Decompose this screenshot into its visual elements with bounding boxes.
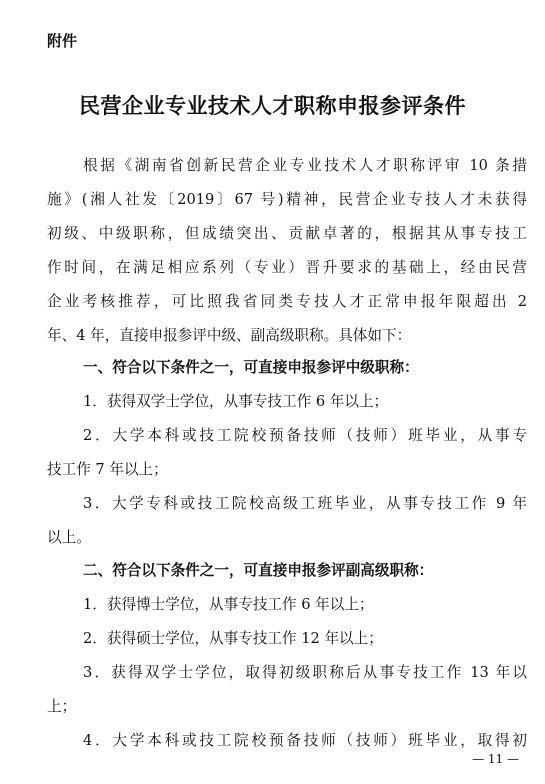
page-number: — 11 — <box>472 752 519 766</box>
list-item: 1．获得双学士学位，从事专技工作 6 年以上； <box>83 393 389 410</box>
paragraph-line: 年、4 年，直接申报参评中级、副高级职称。具体如下： <box>47 327 412 344</box>
attachment-label: 附件 <box>47 32 78 50</box>
list-item: 4．大学本科或技工院校预备技师（技师）班毕业，取得初 <box>83 732 527 749</box>
section-heading: 一、符合以下条件之一，可直接申报参评中级职称： <box>83 359 419 376</box>
list-item-continuation: 上； <box>47 698 77 715</box>
paragraph-line: 初级、中级职称，但成绩突出、贡献卓著的，根据其从事专技工 <box>47 225 527 242</box>
list-item-continuation: 技工作 7 年以上； <box>47 461 168 478</box>
list-item: 2．获得硕士学位，从事专技工作 12 年以上； <box>83 630 383 647</box>
list-item: 3．获得双学士学位，取得初级职称后从事专技工作 13 年以 <box>83 664 527 681</box>
list-item: 3．大学专科或技工院校高级工班毕业，从事专技工作 9 年 <box>83 495 527 512</box>
paragraph-line: 企业考核推荐，可比照我省同类专技人才正常申报年限超出 2 <box>47 293 527 310</box>
list-item-continuation: 以上。 <box>47 529 91 546</box>
document-title: 民营企业专业技术人才职称申报参评条件 <box>79 93 466 118</box>
list-item: 2．大学本科或技工院校预备技师（技师）班毕业，从事专 <box>83 427 527 444</box>
paragraph-line: 作时间，在满足相应系列（专业）晋升要求的基础上，经由民营 <box>47 259 527 276</box>
list-item: 1．获得博士学位，从事专技工作 6 年以上； <box>83 596 374 613</box>
paragraph-line: 根据《湖南省创新民营企业专业技术人才职称评审 10 条措 <box>83 157 527 174</box>
section-heading: 二、符合以下条件之一，可直接申报参评副高级职称： <box>83 562 434 579</box>
paragraph-line: 施》(湘人社发〔2019〕67 号)精神，民营企业专技人才未获得 <box>47 191 527 208</box>
